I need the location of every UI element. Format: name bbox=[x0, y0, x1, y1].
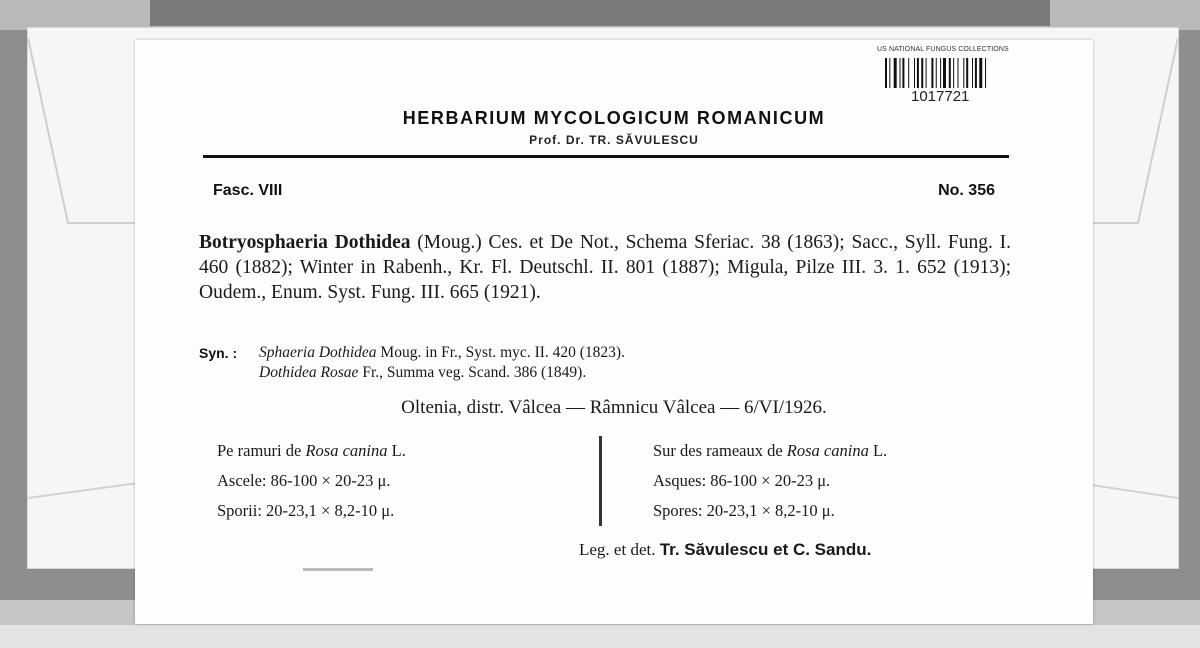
synonym-name: Sphaeria Dothidea bbox=[259, 344, 377, 361]
host-name: Rosa canina bbox=[786, 441, 869, 460]
left-spores: Sporii: 20-23,1 × 8,2-10 μ. bbox=[217, 501, 395, 520]
collector-line bbox=[579, 540, 871, 560]
synonyms-label: Syn. : bbox=[199, 345, 238, 361]
right-substrate bbox=[653, 441, 887, 461]
column-divider bbox=[599, 436, 602, 526]
synonym-line bbox=[259, 364, 586, 382]
substrate-suffix: L. bbox=[387, 441, 406, 460]
fascicle-number: Fasc. VIII bbox=[213, 182, 283, 199]
barcode-image bbox=[885, 58, 1017, 88]
right-asci: Asques: 86-100 × 20-23 μ. bbox=[653, 471, 831, 490]
citation-text: (Moug.) Ces. et De Not., Schema Sferiac. 38 (1863); Sacc., Syll. Fung. I. 460 (1882); Winter in Rabenh., Kr. Fl. Deutschl. II. 801 (1887); Migula, Pilze III. 3. 1. 652 (1913); Oudem., Enum. Syst. Fung. III. 665 (1921). bbox=[199, 232, 1011, 303]
barcode-caption: US NATIONAL FUNGUS COLLECTIONS bbox=[877, 46, 1009, 53]
synonym-line bbox=[259, 344, 625, 362]
substrate-prefix: Sur des rameaux de bbox=[653, 441, 787, 460]
herbarium-label bbox=[135, 40, 1093, 624]
synonym-text: Moug. in Fr., Syst. myc. II. 420 (1823). bbox=[376, 344, 625, 361]
herbarium-subtitle: Prof. Dr. TR. SĂVULESCU bbox=[529, 133, 699, 147]
collector-prefix: Leg. et det. bbox=[579, 540, 660, 559]
synonym-name: Dothidea Rosae bbox=[259, 364, 359, 381]
ink-smudge bbox=[303, 568, 373, 571]
collector-names: Tr. Săvulescu et C. Sandu. bbox=[659, 540, 872, 559]
substrate-suffix: L. bbox=[868, 441, 888, 460]
background-band bbox=[150, 0, 1050, 26]
left-asci: Ascele: 86-100 × 20-23 μ. bbox=[217, 471, 391, 490]
substrate-prefix: Pe ramuri de bbox=[217, 441, 306, 460]
taxon-citation bbox=[199, 230, 1011, 305]
right-spores: Spores: 20-23,1 × 8,2-10 μ. bbox=[653, 501, 835, 520]
background-strip bbox=[0, 625, 1200, 648]
left-substrate bbox=[217, 441, 406, 461]
host-name: Rosa canina bbox=[305, 441, 388, 460]
collection-locality: Oltenia, distr. Vâlcea — Râmnicu Vâlcea — 6/VI/1926. bbox=[401, 397, 827, 418]
specimen-number: No. 356 bbox=[938, 182, 995, 199]
herbarium-title: HERBARIUM MYCOLOGICUM ROMANICUM bbox=[402, 108, 826, 128]
title-rule bbox=[203, 155, 1009, 158]
barcode-number: 1017721 bbox=[911, 88, 970, 105]
taxon-name: Botryosphaeria Dothidea bbox=[199, 232, 411, 253]
synonym-text: Fr., Summa veg. Scand. 386 (1849). bbox=[358, 364, 587, 381]
